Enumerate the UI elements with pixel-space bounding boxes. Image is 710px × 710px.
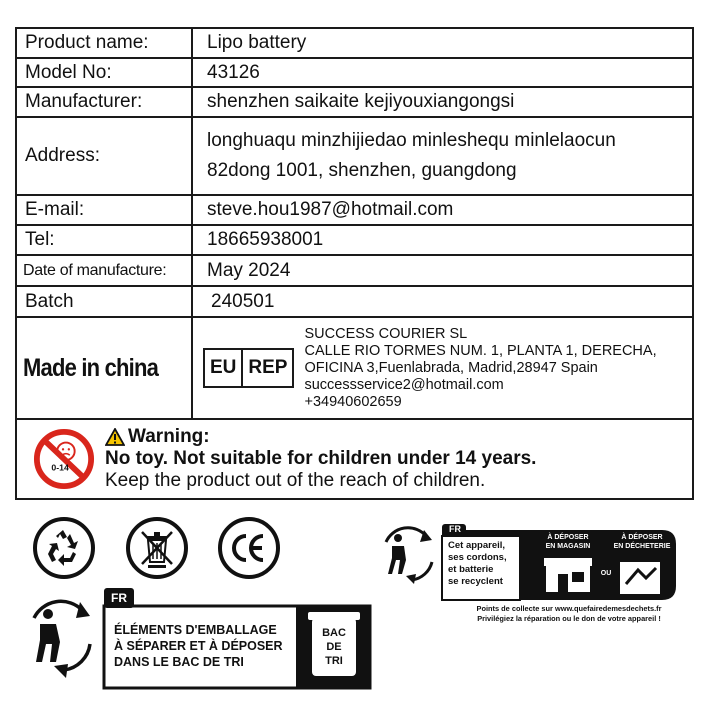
model-label: Model No: <box>16 58 192 87</box>
store-label <box>536 533 600 551</box>
triman-device-text-1: Cet appareil, <box>448 540 506 551</box>
warning-line-2: Keep the product out of the reach of children. <box>105 470 486 491</box>
store-label-1: À DÉPOSER <box>547 534 589 541</box>
triman-pack-fr: FR <box>111 591 127 605</box>
or-label: OU <box>600 570 612 577</box>
made-in-china: Made in china <box>23 353 159 382</box>
warning-text <box>105 426 536 492</box>
eu-rep-line-1: SUCCESS COURIER SL <box>304 325 468 342</box>
manufacturer-value: shenzhen saikaite kejiyouxiangongsi <box>192 87 693 117</box>
eu-rep-line-3: OFICINA 3,Fuenlabrada, Madrid,28947 Spain <box>304 359 598 376</box>
eu-rep-eu: EU <box>210 357 237 378</box>
triman-device-text <box>448 540 507 588</box>
address-line-2: 82dong 1001, shenzhen, guangdong <box>207 160 517 181</box>
triman-pack-line-1: ÉLÉMENTS D'EMBALLAGE <box>114 623 277 637</box>
triman-pack-line-3: DANS LE BAC DE TRI <box>114 655 244 669</box>
batch-label: Batch <box>16 286 192 317</box>
eu-rep-line-4: successservice2@hotmail.com <box>304 376 504 393</box>
bac-de-tri-label <box>312 626 356 668</box>
warning-cell <box>16 419 693 499</box>
ce-text: CE <box>217 516 219 517</box>
triman-pack-block <box>28 588 376 692</box>
crossed-bin-icon <box>125 516 189 580</box>
address-label: Address: <box>16 117 192 195</box>
decheterie-label <box>610 533 674 551</box>
date-value: May 2024 <box>192 255 693 286</box>
tel-value: 18665938001 <box>192 225 693 255</box>
age-badge-text: 0-14 <box>51 462 69 473</box>
triman-device-text-4: se recyclent <box>448 576 503 587</box>
email-value: steve.hou1987@hotmail.com <box>192 195 693 225</box>
warning-line-1: No toy. Not suitable for children under 14 years. <box>105 448 537 469</box>
email-label: E-mail: <box>16 195 192 225</box>
address-value <box>192 117 693 195</box>
address-line-1: longhuaqu minzhijiedao minleshequ minlelaocun <box>207 130 616 151</box>
warning-triangle-icon <box>105 428 125 446</box>
recycle-icon <box>32 516 96 580</box>
bac-de-tri-1: BAC <box>322 627 346 639</box>
triman-pack-text <box>114 622 283 670</box>
triman-device-footer-1: Points de collecte sur www.quefairedemesdechets.fr <box>476 604 662 613</box>
store-label-2: EN MAGASIN <box>545 543 591 550</box>
eu-rep-address <box>304 326 656 411</box>
date-label: Date of manufacture: <box>16 255 192 286</box>
manufacturer-label: Manufacturer: <box>16 87 192 117</box>
tel-label: Tel: <box>16 225 192 255</box>
made-in-cell <box>16 317 192 419</box>
eu-rep-rep: REP <box>241 350 292 386</box>
batch-value: 240501 <box>192 286 693 317</box>
eu-rep-line-5: +34940602659 <box>304 393 402 410</box>
ce-mark-icon <box>217 516 281 580</box>
triman-pack-line-2: À SÉPARER ET À DÉPOSER <box>114 639 283 653</box>
decheterie-label-1: À DÉPOSER <box>621 534 663 541</box>
decheterie-label-2: EN DÉCHETERIE <box>613 543 671 550</box>
bac-de-tri-3: TRI <box>325 655 343 667</box>
eu-rep-cell <box>192 317 693 419</box>
warning-title: Warning: <box>128 426 210 447</box>
triman-device-footer-2: Privilégiez la réparation ou le don de votre appareil ! <box>477 614 661 623</box>
triman-device-block <box>376 522 682 634</box>
product-name-value: Lipo battery <box>192 28 693 58</box>
eu-rep-line-2: CALLE RIO TORMES NUM. 1, PLANTA 1, DERECHA, <box>304 342 657 359</box>
model-value: 43126 <box>192 58 693 87</box>
triman-device-text-2: ses cordons, <box>448 552 507 563</box>
bac-de-tri-2: DE <box>326 641 342 653</box>
triman-device-footer <box>456 604 682 624</box>
triman-device-text-3: et batterie <box>448 564 494 575</box>
age-restriction-icon <box>33 428 95 490</box>
eu-rep-symbol <box>203 348 294 388</box>
product-name-label: Product name: <box>16 28 192 58</box>
product-info-table <box>15 27 694 500</box>
triman-device-fr: FR <box>449 524 461 534</box>
